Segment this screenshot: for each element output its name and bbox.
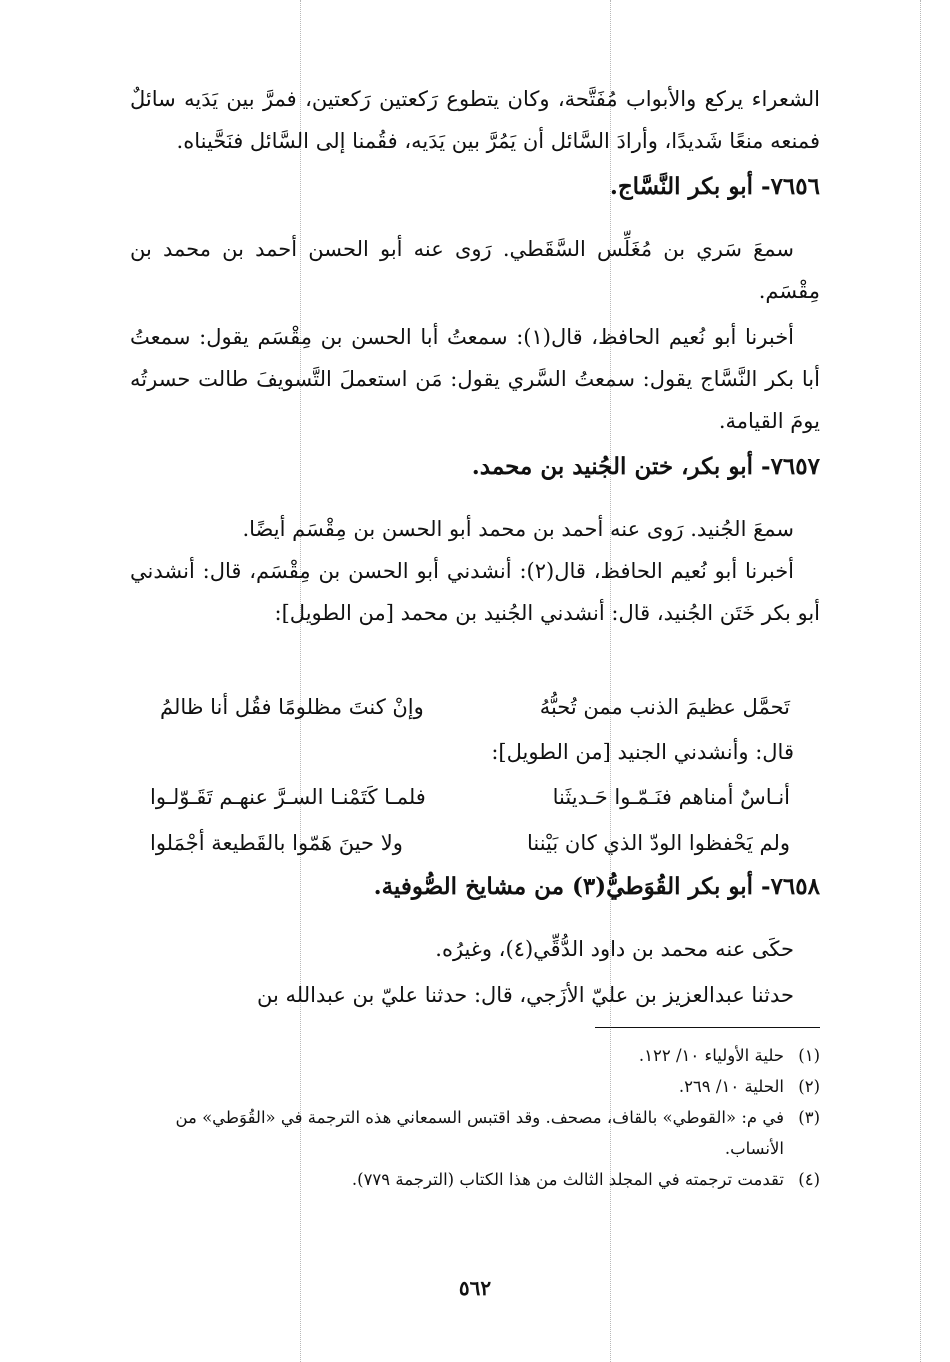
verse-first-hemistich: تَحمَّل عظيمَ الذنب ممن تُحبُّهُ xyxy=(539,695,790,719)
entry-heading-7657: ٧٦٥٧- أبو بكر، ختن الجُنيد بن محمد. xyxy=(471,453,820,480)
footnote-text: في م: «القوطي» بالقاف، مصحف. وقد اقتبس السمعاني هذه الترجمة في «القُوَطي» من الأنساب. xyxy=(175,1108,784,1158)
footnote-number: (١) xyxy=(798,1046,820,1065)
paragraph-7658-report: حدثنا عبدالعزيز بن عليّ الأزَجي، قال: حدثنا عليّ بن عبدالله بن xyxy=(257,983,794,1007)
footnote xyxy=(130,1102,820,1164)
footnotes xyxy=(130,1040,820,1195)
poem-verse-1 xyxy=(160,686,790,728)
paragraph-7658-narration: حكَى عنه محمد بن داود الدُّقِّي(٤)، وغيرُه. xyxy=(435,937,794,961)
text-block-bottom xyxy=(130,866,820,1016)
qala-line-block xyxy=(130,731,820,773)
verse-second-hemistich: فلمـا كَتَمْنـا السـرَّ عنهـم تَقَـوّلـوا xyxy=(150,785,426,809)
footnote-number: (٢) xyxy=(798,1077,820,1096)
page-number: ٥٦٢ xyxy=(458,1276,492,1300)
footnote xyxy=(130,1164,820,1195)
verse-second-hemistich: وإنْ كنتَ مظلومًا فقُل أنا ظالمُ xyxy=(160,695,424,719)
paragraph-7657-report: أخبرنا أبو نُعيم الحافظ، قال(٢): أنشدني أبو الحسن بن مِقْسَم، قال: أنشدني أبو بكر خَتَن الجُنيد، قال: أنشدني الجُنيد بن محمد [من الطويل]: xyxy=(130,559,820,625)
scan-guide-line xyxy=(920,0,921,1362)
text-block-top xyxy=(130,78,820,634)
poem-verse-3 xyxy=(150,822,790,864)
footnote-text: حلية الأولياء ١٠/ ١٢٢. xyxy=(638,1046,784,1065)
paragraph-7656-narration: سمعَ سَري بن مُغَلِّس السَّقَطي. رَوى عنه أبو الحسن أحمد بن محمد بن مِقْسَم. xyxy=(130,237,820,303)
footnote-number: (٤) xyxy=(798,1170,820,1189)
poem-verse-2 xyxy=(150,776,790,818)
paragraph-7656-report: أخبرنا أبو نُعيم الحافظ، قال(١): سمعتُ أبا الحسن بن مِقْسَم يقول: سمعتُ أبا بكر النَّسَّاج يقول: سمعتُ السَّري يقول: مَن استعملَ التَّسويفَ طالت حسرتُه يومَ القيامة. xyxy=(130,325,820,433)
paragraph-7657-narration: سمعَ الجُنيد. رَوى عنه أحمد بن محمد أبو الحسن بن مِقْسَم أيضًا. xyxy=(242,517,794,541)
entry-heading-7658: ٧٦٥٨- أبو بكر القُوَطيُّ(٣) من مشايخ الصُّوفية. xyxy=(373,873,820,900)
footnote-number: (٣) xyxy=(798,1108,820,1127)
verse-first-hemistich: ولم يَحْفظوا الودّ الذي كان بَيْننا xyxy=(526,831,790,855)
verse-second-hemistich: ولا حينَ هَمّوا بالقَطيعة أجْمَلوا xyxy=(150,831,403,855)
footnote-text: الحلية ١٠/ ٢٦٩. xyxy=(678,1077,784,1096)
paragraph-continuation: الشعراء يركع والأبواب مُفَتَّحة، وكان يتطوع رَكعتين رَكعتين، فمرَّ بين يَدَيه سائلٌ فمنعه منعًا شَديدًا، وأرادَ السَّائل أن يَمُرَّ بين يَدَيه، فقُمنا إلى السَّائل فنَحَّيناه. xyxy=(130,87,820,153)
entry-heading-7656: ٧٦٥٦- أبو بكر النَّسَّاج. xyxy=(609,173,820,200)
footnote-text: تقدمت ترجمته في المجلد الثالث من هذا الكتاب (الترجمة ٧٧٩). xyxy=(351,1170,784,1189)
footnote-separator xyxy=(595,1027,820,1028)
verse-first-hemistich: أنـاسٌ أمناهم فنَـمّـوا حَـديثَنا xyxy=(552,785,790,809)
footnote xyxy=(130,1071,820,1102)
footnote xyxy=(130,1040,820,1071)
qala-line: قال: وأنشدني الجنيد [من الطويل]: xyxy=(491,740,794,764)
